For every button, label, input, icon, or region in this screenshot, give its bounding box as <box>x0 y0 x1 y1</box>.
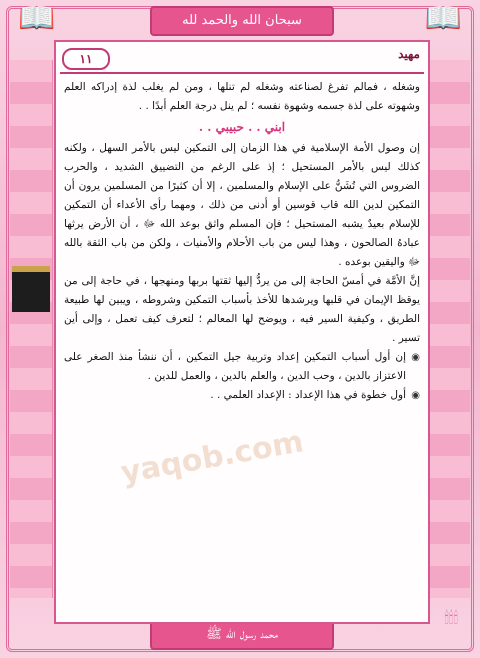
paragraph: وشغله ، فمالم تفرغ لصناعته وشغله لم تنلها ، ومن لم يغلب لذة إدراكه العلم وشهوته على لذة جسمه وشهوة نفسه ؛ لم ينل درجة العلم أبدًا . . <box>64 81 420 112</box>
bullet-item: ◉ أول خطوة في هذا الإعداد : الإعداد العلمي . . <box>64 386 420 405</box>
page-number: ١١ <box>62 48 110 70</box>
kaaba-icon <box>12 266 50 312</box>
right-ornament-strip <box>427 60 470 598</box>
header-banner: سبحان الله والحمد لله <box>150 6 334 36</box>
section-heading: ابني . . حبيبي . . <box>198 120 286 134</box>
paragraph: إن وصول الأمة الإسلامية في هذا الزمان إلى التمكين ليس بالأمر السهل ، ولكنه كذلك ليس بالأمر المستحيل ؛ إذ على الرغم من التضييق الشديد ، والحرب الضروس التي تُشَنُّ على الإسلام والمسلمين ، إلا أن كثيرًا من المسلمين يرون أن التمكين لدين الله قاب قوسين أو أدنى من ذلك ، ومهما رأى الأعداء أن التمكين للإسلام بعيدٌ يشبه المستحيل ؛ فإن المسلم واثق بوعد الله ﷻ ، أن الأرض يرثها عبادهُ الصالحون ، وهذا ليس من باب الأحلام والأمنيات ، ولكن من باب الثقة بالله ﷻ واليقين بوعده . <box>64 142 420 268</box>
left-ornament-strip <box>10 60 53 598</box>
paragraph: إنَّ الأمَّة في أمسّ الحاجة إلى من يردُّ إليها ثقتها بربها ومنهجها ، في حاجة إلى من يوقظ الإيمان في قلبها ويرشدها للأخذ بأسباب التمكين وشروطه ، ويبين لها طبيعة الطريق ، وكيفية السير فيه ، ويوضح لها المعالم ؛ لتعرف كيف تعمل ، وإلى أين تسير . <box>64 275 420 344</box>
watermark: yaqob.com <box>118 424 307 491</box>
open-book-icon: 📖 <box>424 1 462 36</box>
candles-icon: 🕯🕯🕯 <box>444 608 458 627</box>
footer-banner: محمد رسول الله ﷺ <box>150 620 334 650</box>
running-head: مهيد <box>398 47 420 61</box>
page-content <box>54 40 430 624</box>
bullet-item: ◉ إن أول أسباب التمكين إعداد وتربية جيل التمكين ، أن ننشأ منذ الصغر على الاعتزاز بالدين ، وحب الدين ، والعلم بالدين ، والعمل للدين . <box>64 348 420 386</box>
header-divider <box>60 72 424 74</box>
open-book-icon: 📖 <box>18 1 56 36</box>
body-text <box>64 78 420 405</box>
